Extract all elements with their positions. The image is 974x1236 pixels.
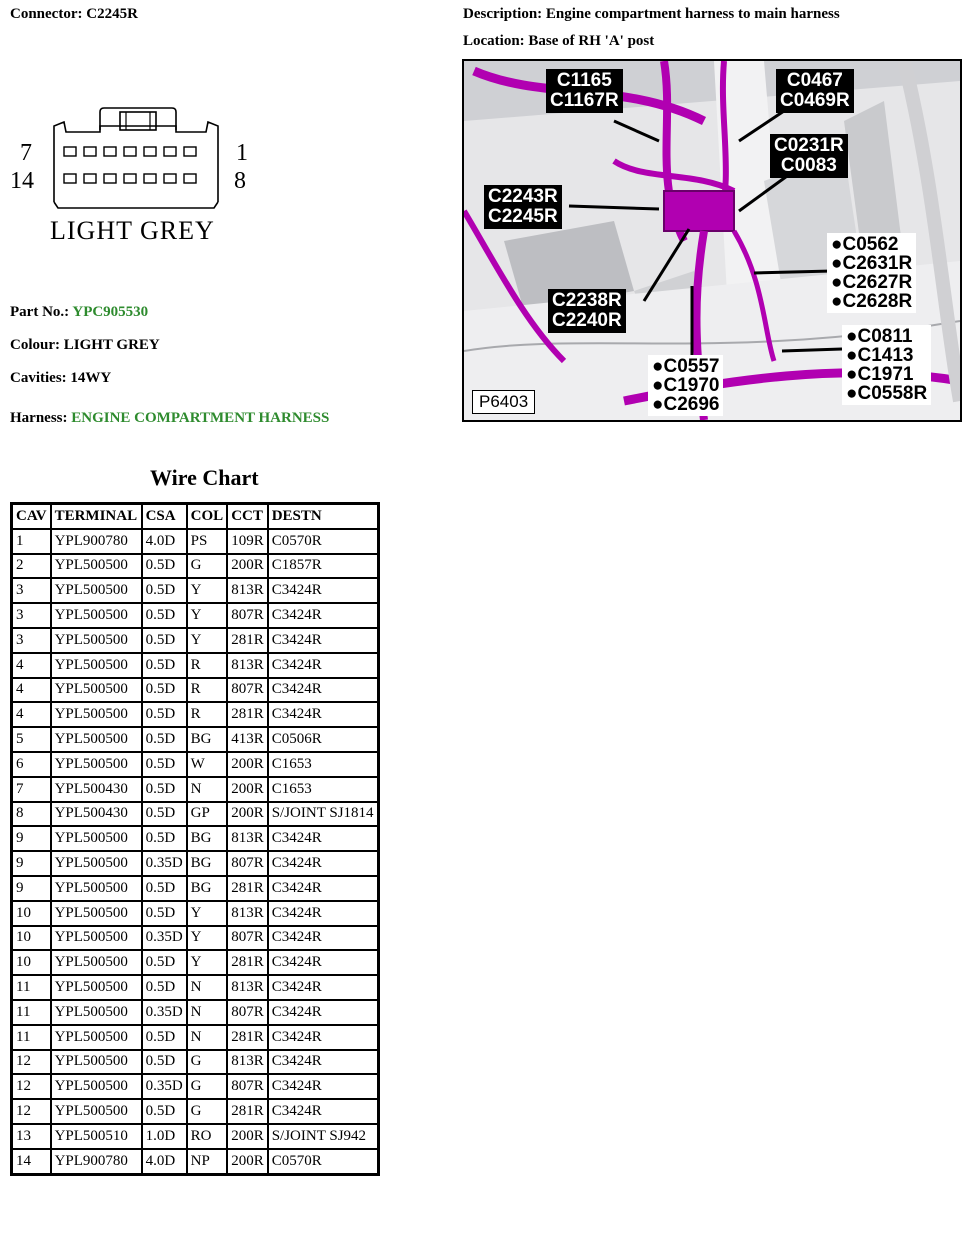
cell-destn: C3424R [268,975,378,1000]
cell-destn: C3424R [268,826,378,851]
cell-cav: 12 [12,1099,51,1124]
cell-col: Y [187,578,228,603]
part-number: Part No.: YPC905530 [10,304,149,320]
table-row [12,1149,379,1174]
wire-chart-table [10,502,380,1176]
cell-csa: 0.5D [142,1050,187,1075]
cell-csa: 0.5D [142,752,187,777]
cell-csa: 0.5D [142,950,187,975]
cell-col: BG [187,876,228,901]
table-row [12,653,379,678]
cell-terminal: YPL900780 [51,1149,142,1174]
cell-destn: C3424R [268,901,378,926]
cell-col: G [187,554,228,579]
cell-cav: 3 [12,628,51,653]
cell-csa: 0.5D [142,975,187,1000]
cell-cav: 12 [12,1050,51,1075]
cell-cav: 10 [12,901,51,926]
cell-cct: 109R [227,529,268,554]
wire-chart-title: Wire Chart [150,465,259,490]
cell-terminal: YPL500500 [51,702,142,727]
cavity [124,174,136,183]
table-row [12,554,379,579]
cell-cct: 281R [227,1099,268,1124]
cell-destn: C3424R [268,851,378,876]
cell-cct: 813R [227,578,268,603]
table-row [12,702,379,727]
cavity [104,147,116,156]
cell-col: Y [187,926,228,951]
cell-cav: 4 [12,702,51,727]
cavity [64,174,76,183]
cell-terminal: YPL500500 [51,1000,142,1025]
description-value: Engine compartment harness to main harness [545,6,840,22]
cell-csa: 0.5D [142,901,187,926]
cell-cct: 807R [227,678,268,703]
cell-cct: 413R [227,727,268,752]
cell-terminal: YPL500500 [51,926,142,951]
connector-colour-label: LIGHT GREY [50,216,215,245]
location-label: Location: Base of RH 'A' post [463,33,655,49]
cavity [144,174,156,183]
cell-terminal: YPL500500 [51,1050,142,1075]
cell-csa: 4.0D [142,1149,187,1174]
location-value: Base of RH 'A' post [528,33,655,49]
cell-cav: 10 [12,926,51,951]
table-header-row [12,504,379,529]
cell-col: PS [187,529,228,554]
cell-col: N [187,777,228,802]
cell-destn: C3424R [268,1099,378,1124]
column-header-csa: CSA [142,504,187,529]
cell-col: RO [187,1124,228,1149]
table-row [12,826,379,851]
cell-csa: 0.5D [142,554,187,579]
cell-csa: 0.35D [142,926,187,951]
cell-cct: 200R [227,752,268,777]
pin-8-label: 8 [234,168,246,194]
cell-destn: C3424R [268,603,378,628]
column-header-destn: DESTN [268,504,378,529]
table-row [12,603,379,628]
table-row [12,752,379,777]
cell-cct: 200R [227,1124,268,1149]
callout-c0467: C0467 C0469R [776,69,854,113]
cell-cct: 813R [227,1050,268,1075]
cell-cav: 3 [12,578,51,603]
cell-terminal: YPL500500 [51,578,142,603]
cell-terminal: YPL500500 [51,1025,142,1050]
cell-csa: 0.5D [142,727,187,752]
table-row [12,678,379,703]
cell-col: W [187,752,228,777]
connector-id: C2245R [86,6,138,22]
cell-col: Y [187,901,228,926]
cell-col: BG [187,851,228,876]
cell-cct: 281R [227,702,268,727]
cell-terminal: YPL500500 [51,851,142,876]
cell-cav: 10 [12,950,51,975]
cavity [124,147,136,156]
cell-col: BG [187,826,228,851]
cell-terminal: YPL500500 [51,1099,142,1124]
table-row [12,802,379,827]
harness-info: Harness: ENGINE COMPARTMENT HARNESS [10,410,330,426]
table-row [12,1050,379,1075]
table-row [12,777,379,802]
cell-cav: 9 [12,851,51,876]
cell-cct: 281R [227,950,268,975]
cell-col: BG [187,727,228,752]
cell-cct: 807R [227,1000,268,1025]
cell-destn: C3424R [268,678,378,703]
cell-col: G [187,1050,228,1075]
cell-csa: 0.5D [142,628,187,653]
cell-destn: S/JOINT SJ942 [268,1124,378,1149]
cell-cav: 6 [12,752,51,777]
cell-col: N [187,1025,228,1050]
cell-cct: 813R [227,901,268,926]
cell-destn: C3424R [268,702,378,727]
cell-col: R [187,653,228,678]
cell-terminal: YPL500430 [51,802,142,827]
column-header-cav: CAV [12,504,51,529]
cell-terminal: YPL500500 [51,826,142,851]
cell-col: R [187,678,228,703]
column-header-terminal: TERMINAL [51,504,142,529]
pin-7-label: 7 [20,140,32,166]
cell-cct: 807R [227,603,268,628]
callout-c0231r: C0231R C0083 [770,134,848,178]
table-row [12,876,379,901]
table-row [12,628,379,653]
cell-cav: 2 [12,554,51,579]
cell-destn: C3424R [268,926,378,951]
column-header-cct: CCT [227,504,268,529]
cell-destn: C3424R [268,628,378,653]
callout-c0557-group: ●C0557 ●C1970 ●C2696 [648,355,723,416]
cell-col: Y [187,628,228,653]
cell-csa: 0.35D [142,851,187,876]
cell-terminal: YPL500500 [51,678,142,703]
cell-cav: 11 [12,975,51,1000]
cell-csa: 0.35D [142,1000,187,1025]
cell-cct: 281R [227,1025,268,1050]
cell-destn: C1857R [268,554,378,579]
cell-terminal: YPL500500 [51,727,142,752]
cell-cav: 4 [12,678,51,703]
cell-cct: 200R [227,802,268,827]
table-row [12,1000,379,1025]
table-row [12,1025,379,1050]
cell-csa: 0.5D [142,603,187,628]
cell-cav: 4 [12,653,51,678]
cell-cct: 813R [227,826,268,851]
table-row [12,926,379,951]
pin-14-label: 14 [10,168,34,194]
callout-c0562-group: ●C0562 ●C2631R ●C2627R ●C2628R [827,233,916,313]
callout-c0811-group: ●C0811 ●C1413 ●C1971 ●C0558R [842,325,931,405]
cell-cct: 281R [227,628,268,653]
cavity [84,147,96,156]
cell-terminal: YPL500500 [51,876,142,901]
callout-c1165: C1165 C1167R [546,69,623,113]
cell-terminal: YPL500510 [51,1124,142,1149]
cavities-info: Cavities: 14WY [10,370,112,386]
cell-cct: 807R [227,926,268,951]
table-row [12,1074,379,1099]
cell-csa: 0.5D [142,876,187,901]
cell-cav: 14 [12,1149,51,1174]
cavity [84,174,96,183]
cell-csa: 0.35D [142,1074,187,1099]
table-row [12,529,379,554]
cell-cav: 13 [12,1124,51,1149]
connector-label: Connector: C2245R [10,6,138,22]
cell-cct: 200R [227,554,268,579]
table-row [12,975,379,1000]
part-number-link[interactable]: YPC905530 [72,304,149,320]
pin-1-label: 1 [236,140,248,166]
description-label: Description: Engine compartment harness to main harness [463,6,840,22]
cavity [164,147,176,156]
cell-destn: S/JOINT SJ1814 [268,802,378,827]
cell-terminal: YPL500500 [51,628,142,653]
cell-terminal: YPL500500 [51,603,142,628]
cell-col: N [187,975,228,1000]
cell-col: G [187,1099,228,1124]
cell-cct: 807R [227,851,268,876]
callout-c2243r: C2243R C2245R [484,185,562,229]
cell-cct: 807R [227,1074,268,1099]
cell-terminal: YPL900780 [51,529,142,554]
cell-destn: C0570R [268,1149,378,1174]
cell-col: Y [187,950,228,975]
cavity [184,147,196,156]
cavity [104,174,116,183]
cell-destn: C3424R [268,950,378,975]
callout-c2238r: C2238R C2240R [548,289,626,333]
cell-cct: 813R [227,653,268,678]
cell-destn: C1653 [268,752,378,777]
cell-terminal: YPL500500 [51,950,142,975]
harness-link[interactable]: ENGINE COMPARTMENT HARNESS [71,410,330,426]
table-row [12,851,379,876]
table-row [12,950,379,975]
cell-csa: 0.5D [142,777,187,802]
cell-terminal: YPL500430 [51,777,142,802]
cell-terminal: YPL500500 [51,1074,142,1099]
photo-reference: P6403 [472,390,535,414]
cell-destn: C3424R [268,1000,378,1025]
table-row [12,1099,379,1124]
cell-cav: 11 [12,1025,51,1050]
cell-cav: 9 [12,826,51,851]
cell-csa: 4.0D [142,529,187,554]
table-row [12,901,379,926]
cell-col: NP [187,1149,228,1174]
cell-destn: C0570R [268,529,378,554]
table-row [12,1124,379,1149]
cell-cav: 11 [12,1000,51,1025]
cell-csa: 1.0D [142,1124,187,1149]
cell-destn: C3424R [268,876,378,901]
cell-cav: 12 [12,1074,51,1099]
cell-col: GP [187,802,228,827]
cell-cav: 3 [12,603,51,628]
cell-destn: C1653 [268,777,378,802]
cell-cct: 200R [227,777,268,802]
cell-csa: 0.5D [142,1025,187,1050]
cavity [144,147,156,156]
table-row [12,727,379,752]
cavity [164,174,176,183]
cell-destn: C0506R [268,727,378,752]
cell-cav: 7 [12,777,51,802]
cell-col: Y [187,603,228,628]
colour-info: Colour: LIGHT GREY [10,337,160,353]
cell-cav: 9 [12,876,51,901]
cell-terminal: YPL500500 [51,752,142,777]
cell-destn: C3424R [268,1074,378,1099]
cell-col: N [187,1000,228,1025]
cell-csa: 0.5D [142,678,187,703]
cell-cav: 5 [12,727,51,752]
cell-csa: 0.5D [142,578,187,603]
cavity [64,147,76,156]
cell-destn: C3424R [268,578,378,603]
cell-csa: 0.5D [142,1099,187,1124]
cell-terminal: YPL500500 [51,554,142,579]
cell-cct: 281R [227,876,268,901]
table-row [12,578,379,603]
cell-cav: 8 [12,802,51,827]
cell-destn: C3424R [268,1050,378,1075]
cell-destn: C3424R [268,1025,378,1050]
cell-cct: 813R [227,975,268,1000]
cell-cct: 200R [227,1149,268,1174]
cell-csa: 0.5D [142,802,187,827]
cell-terminal: YPL500500 [51,653,142,678]
cell-csa: 0.5D [142,826,187,851]
cell-terminal: YPL500500 [51,901,142,926]
cell-csa: 0.5D [142,702,187,727]
cell-destn: C3424R [268,653,378,678]
location-photo [462,59,962,422]
cell-col: R [187,702,228,727]
cell-csa: 0.5D [142,653,187,678]
cell-col: G [187,1074,228,1099]
cell-cav: 1 [12,529,51,554]
cell-terminal: YPL500500 [51,975,142,1000]
cavity [184,174,196,183]
column-header-col: COL [187,504,228,529]
